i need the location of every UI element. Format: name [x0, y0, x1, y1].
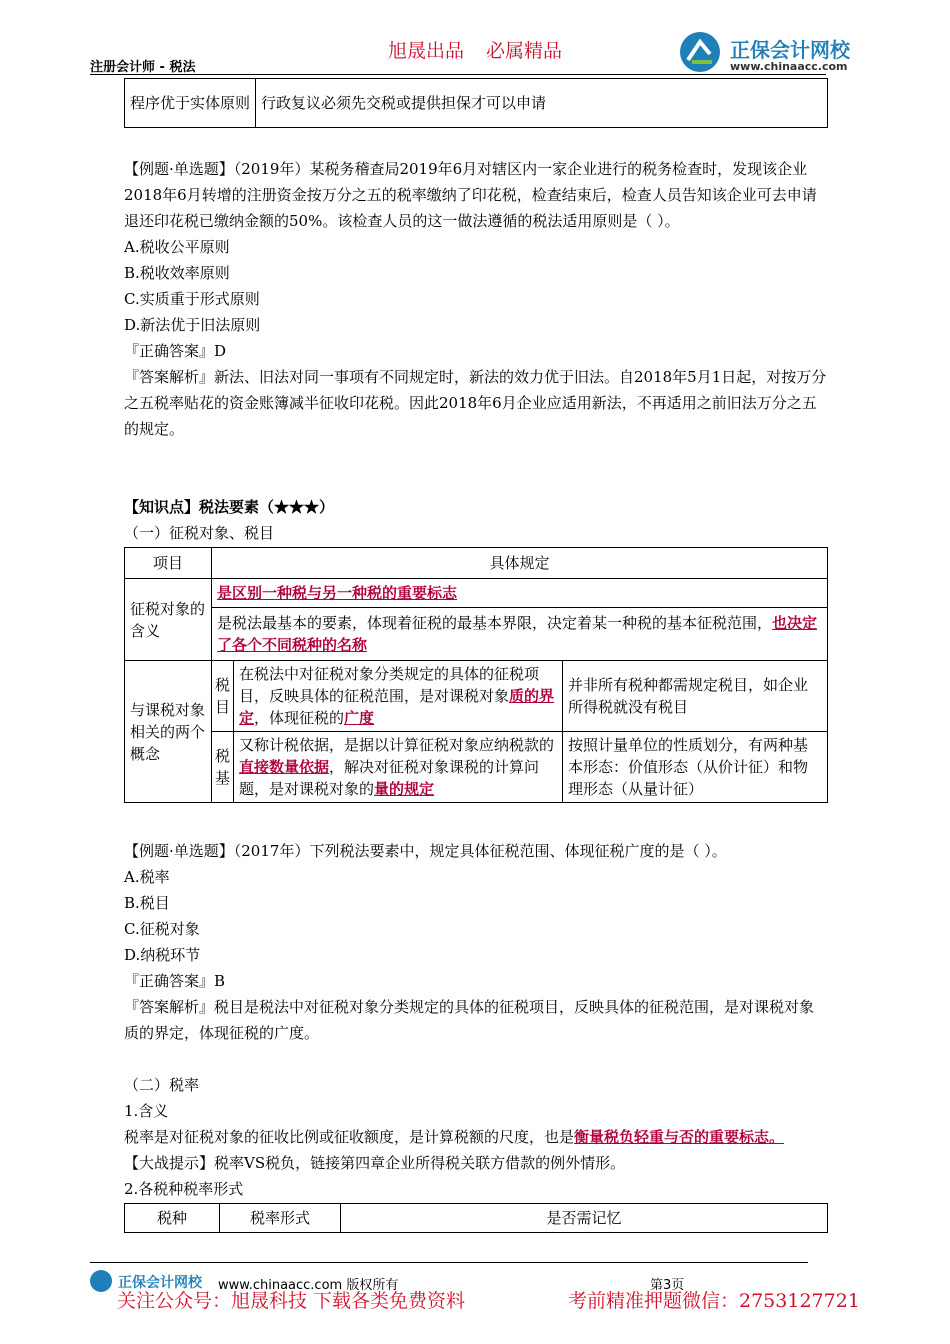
example1-question: 【例题·单选题】（2019年）某税务稽查局2019年6月对辖区内一家企业进行的税务检查时，发现该企业2018年6月转增的注册资金按万分之五的税率缴纳了印花税，检查结束后，检查人员告知该企业可去申请退还印花税已缴纳金额的50%。该检查人员的这一做法遵循的税法适用原则是（ ）。 [124, 160, 817, 230]
shumu-highlight-1: 质的界定 [239, 687, 555, 727]
th-memorize: 是否需记忆 [341, 1204, 828, 1233]
rate-forms-heading: 2.各税种税率形式 [124, 1180, 244, 1198]
shumu-note: 并非所有税种都需规定税目，如企业所得税就没有税目 [563, 661, 828, 732]
object-key-sign: 是区别一种税与另一种税的重要标志 [217, 584, 458, 602]
knowledge-title: 【知识点】税法要素（★★★） [124, 498, 335, 516]
shumu-desc: 在税法中对征税对象分类规定的具体的征税项目，反映具体的征税范围，是对课税对象质的界定，体现征税的广度 [234, 661, 563, 732]
rate-definition-highlight: 衡量税负轻重与否的重要标志。 [574, 1128, 785, 1146]
example1-option-c: C.实质重于形式原则 [124, 290, 260, 308]
footer-page: 第3页 [650, 1278, 685, 1293]
example1-analysis: 『答案解析』新法、旧法对同一事项有不同规定时，新法的效力优于旧法。自2018年5月1日起，对按万分之五税率贴花的资金账簿减半征收印花税。因此2018年6月企业应适用新法，不再适用之前旧法万分之五的规定。 [124, 368, 827, 438]
logo-icon [680, 32, 720, 72]
header-divider [90, 74, 826, 75]
th-rate-form: 税率形式 [220, 1204, 341, 1233]
example2-option-a: A.税率 [124, 868, 170, 886]
example2-analysis: 『答案解析』税目是税法中对征税对象分类规定的具体的征税项目，反映具体的征税范围，是对课税对象质的界定，体现征税的广度。 [124, 998, 815, 1042]
shuji-highlight-1: 直接数量依据 [239, 758, 330, 776]
rate-tip: 【大战提示】税率VS税负，链接第四章企业所得税关联方借款的例外情形。 [124, 1154, 626, 1172]
principle-name: 程序优于实体原则 [125, 79, 256, 128]
header-course: 注册会计师 - 税法 [90, 60, 196, 75]
footer-divider [90, 1262, 808, 1263]
principle-table [124, 78, 828, 128]
section-1-title: （一）征税对象、税目 [124, 524, 275, 542]
th-rule: 具体规定 [212, 548, 828, 579]
shuji-note: 按照计量单位的性质划分，有两种基本形态：价值形态（从价计征）和物理形态（从量计征） [563, 732, 828, 803]
shuji-desc: 又称计税依据，是据以计算征税对象应纳税款的直接数量依据，解决对征税对象课税的计算问题，是对课税对象的量的规定 [234, 732, 563, 803]
example2-option-d: D.纳税环节 [124, 946, 201, 964]
footer-logo-icon [90, 1270, 112, 1292]
shuji-label: 税基 [212, 732, 234, 803]
row-related-label: 与课税对象相关的两个概念 [125, 661, 212, 803]
object-basic-element: 是税法最基本的要素，体现着征税的最基本界限，决定着某一种税的基本征税范围，也决定了各个不同税种的名称 [212, 608, 828, 661]
example1-option-b: B.税收效率原则 [124, 264, 230, 282]
logo-text: 正保会计网校 [730, 38, 850, 62]
rate-meaning-heading: 1.含义 [124, 1102, 169, 1120]
example2-option-b: B.税目 [124, 894, 170, 912]
footer-promo-left: 关注公众号：旭晟科技 下载各类免费资料 [117, 1290, 466, 1312]
footer-promo-right: 考前精准押题微信：2753127721 [568, 1290, 860, 1312]
section-2-title: （二）税率 [124, 1076, 200, 1094]
example2-option-c: C.征税对象 [124, 920, 200, 938]
footer-site: www.chinaacc.com 版权所有 [218, 1278, 399, 1293]
header-center-b: 必属精品 [486, 40, 563, 62]
shumu-label: 税目 [212, 661, 234, 732]
footer-logo-text: 正保会计网校 [118, 1275, 202, 1291]
logo-url: www.chinaacc.com [730, 60, 848, 73]
example1-answer: 『正确答案』D [124, 342, 227, 360]
example2-answer: 『正确答案』B [124, 972, 226, 990]
object-name-highlight: 也决定了各个不同税种的名称 [217, 614, 818, 654]
th-tax-type: 税种 [125, 1204, 220, 1233]
shumu-highlight-2: 广度 [344, 709, 375, 727]
example2-question: 【例题·单选题】（2017年）下列税法要素中，规定具体征税范围、体现征税广度的是（ ）。 [124, 842, 727, 860]
rate-forms-table [124, 1203, 828, 1233]
rate-definition: 税率是对征税对象的征收比例或征收额度，是计算税额的尺度，也是衡量税负轻重与否的重要标志。 [124, 1128, 785, 1146]
th-item: 项目 [125, 548, 212, 579]
example1-option-a: A.税收公平原则 [124, 238, 230, 256]
shuji-highlight-2: 量的规定 [374, 780, 435, 798]
row-object-label: 征税对象的含义 [125, 579, 212, 661]
example1-option-d: D.新法优于旧法原则 [124, 316, 261, 334]
elements-table [124, 547, 828, 803]
principle-desc: 行政复议必须先交税或提供担保才可以申请 [256, 79, 828, 128]
header-center-a: 旭晟出品 [388, 40, 465, 62]
